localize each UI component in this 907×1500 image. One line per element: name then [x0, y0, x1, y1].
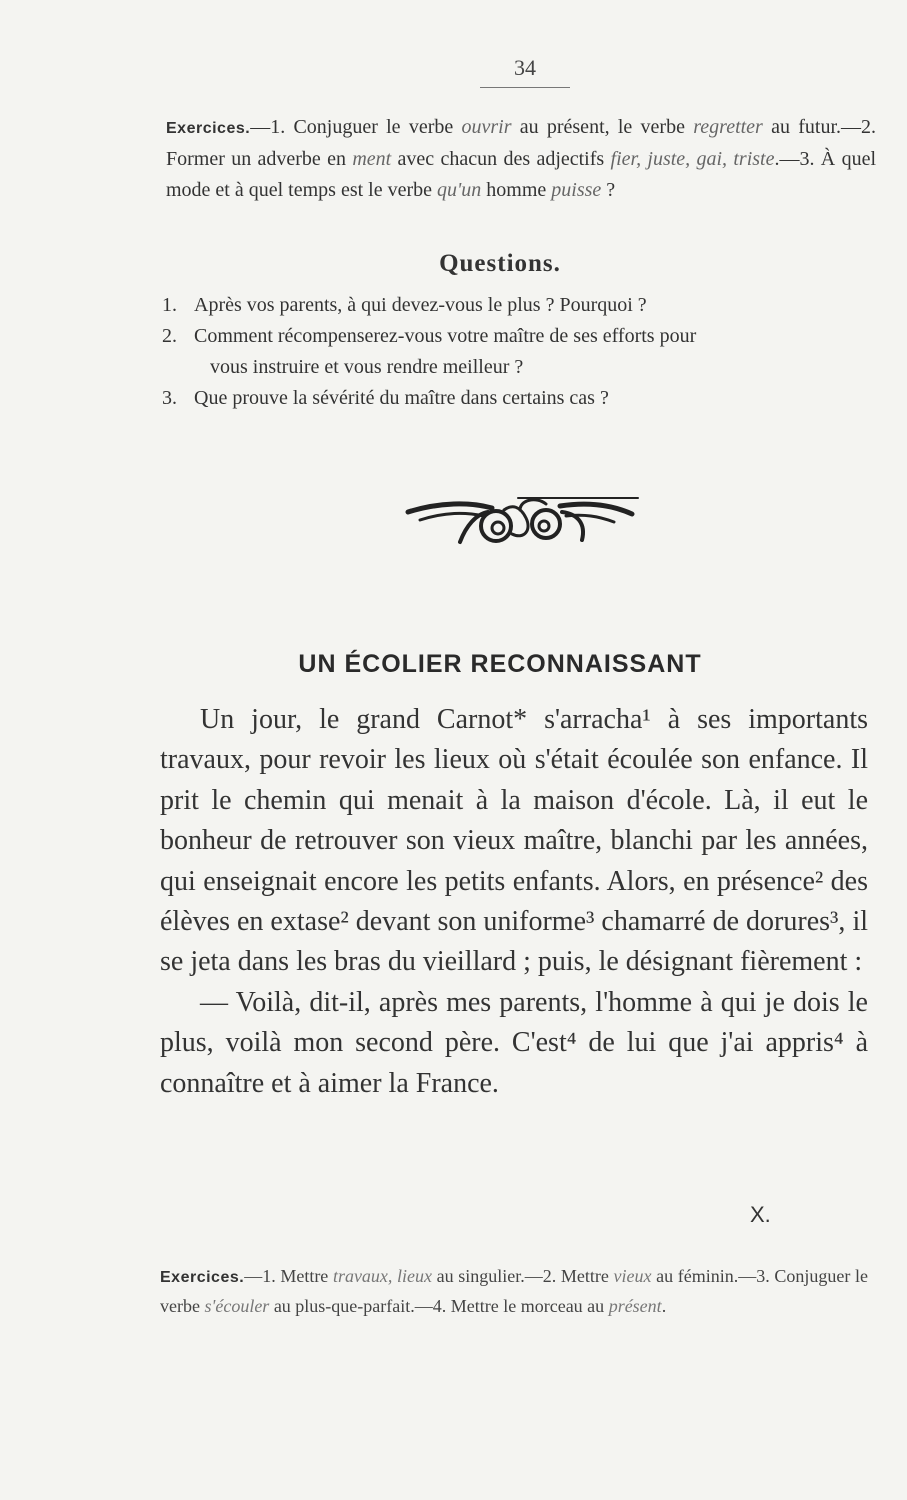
exercise-word: qu'un [437, 179, 482, 201]
exercise-word: s'écouler [204, 1296, 270, 1316]
exercise-word: puisse [551, 179, 602, 201]
exercise-text: —1. Mettre [244, 1266, 333, 1286]
story-text [160, 700, 868, 1104]
story-title: UN ÉCOLIER RECONNAISSANT [298, 650, 702, 678]
exercises-top [166, 112, 876, 206]
exercise-text: au futur.—2. Former un adverbe en [166, 116, 876, 170]
exercise-text: au plus-que-parfait.—4. Mettre le morceau au [269, 1296, 609, 1316]
exercise-text: au féminin.—3. Conjuguer le verbe [160, 1266, 869, 1316]
exercise-text: .—3. À quel mode et à quel temps est le verbe [166, 148, 877, 201]
ornament-icon [400, 490, 640, 556]
story-paragraph: Un jour, le grand Carnot* s'arracha¹ à ses importants travaux, pour revoir les lieux où s'était écoulée son enfance. Il prit le chemin qui menait à la maison d'école. Là, il eut le bonheur de retrouver son vieux maître, blanchi par les années, qui enseignait encore les petits enfants. Alors, en présence² des élèves en extase² devant son uniforme³ chamarré de dorures³, il se jeta dans les bras du vieillard ; puis, le désignant fièrement : [160, 704, 868, 978]
page-number: 34 [480, 55, 570, 88]
question-text: Comment récompenserez-vous votre maître de ses efforts pour [194, 325, 697, 347]
exercise-text: —1. Conjuguer le verbe [250, 116, 462, 138]
question-number: 3. [162, 387, 177, 409]
exercises-bottom [160, 1262, 868, 1320]
exercise-word: présent [608, 1296, 662, 1316]
exercise-word: regretter [693, 116, 763, 138]
question-item [162, 290, 874, 321]
questions-list [162, 290, 874, 414]
question-text: Que prouve la sévérité du maître dans certains cas ? [194, 387, 609, 409]
story-paragraph: — Voilà, dit-il, après mes parents, l'homme à qui je dois le plus, voilà mon second père. C'est⁴ de lui que j'ai appris⁴ à connaître et à aimer la France. [160, 986, 868, 1099]
exercise-text: ? [601, 179, 616, 201]
question-item [162, 321, 874, 352]
story-signature: X. [750, 1202, 771, 1227]
exercise-word: ment [352, 148, 392, 170]
question-number: 2. [162, 325, 177, 347]
exercise-word: ouvrir [461, 116, 512, 138]
exercises-label: Exercices. [160, 1269, 245, 1286]
questions-heading: Questions. [439, 250, 561, 277]
exercise-text: avec chacun des adjectifs [391, 148, 611, 170]
exercise-text: homme [481, 179, 552, 201]
question-text: Après vos parents, à qui devez-vous le plus ? Pourquoi ? [194, 294, 647, 316]
question-number: 1. [162, 294, 177, 316]
exercises-label: Exercices. [166, 120, 251, 137]
question-item [162, 383, 874, 414]
exercise-word: travaux, lieux [332, 1266, 433, 1286]
exercise-text: au singulier.—2. Mettre [432, 1266, 614, 1286]
question-continuation: vous instruire et vous rendre meilleur ? [210, 356, 524, 378]
exercise-word: vieux [613, 1266, 652, 1286]
exercise-text: . [661, 1296, 667, 1316]
exercise-text: au présent, le verbe [511, 116, 694, 138]
exercise-word: fier, juste, gai, triste [610, 148, 775, 170]
